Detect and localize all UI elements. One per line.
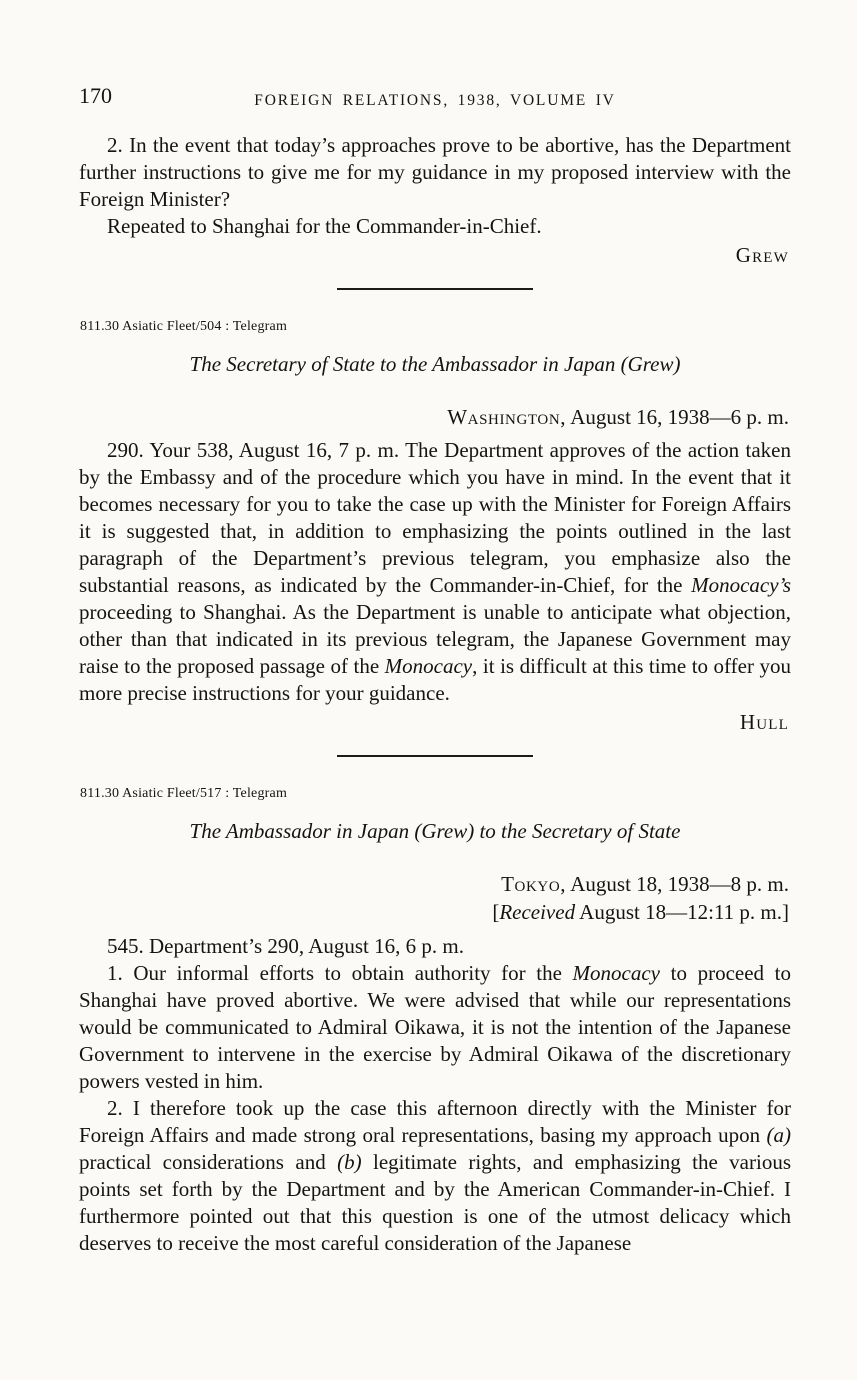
received-label: Received <box>499 900 576 924</box>
text-run: , it is difficult at this time to offer you more precise instructions for your guidance. <box>79 654 791 705</box>
running-title: FOREIGN RELATIONS, 1938, VOLUME IV <box>254 92 616 109</box>
body-paragraph <box>79 960 791 1095</box>
dateline <box>79 871 789 898</box>
received-line <box>79 899 789 926</box>
ship-name: Monocacy’s <box>691 573 791 597</box>
page-number: 170 <box>79 83 112 108</box>
signature-hull <box>79 709 789 736</box>
dateline-date: August 16, 1938—6 p. m. <box>566 405 789 429</box>
signature-text: Grew <box>735 243 789 267</box>
body-paragraph: 545. Department’s 290, August 16, 6 p. m. <box>107 934 464 958</box>
received-date: August 18—12:11 p. m.] <box>575 900 789 924</box>
list-marker: (a) <box>766 1123 791 1147</box>
telegram-heading: The Ambassador in Japan (Grew) to the Secretary of State <box>189 819 681 843</box>
body-paragraph: 2. In the event that today’s approaches prove to be abortive, has the Department further instructions to give me for my guidance in my proposed interview with the Foreign Minister? <box>79 133 791 211</box>
text-run: 2. I therefore took up the case this afternoon directly with the Minister for Foreign Affairs and made strong oral representations, basing my approach upon <box>79 1096 791 1147</box>
telegram-heading: The Secretary of State to the Ambassador in Japan (Grew) <box>189 352 681 376</box>
dateline-place: Tokyo, <box>501 872 567 896</box>
text-run: to proceed to Shanghai have proved abortive. We were advised that while our representations would be communicated to Admiral Oikawa, it is not the intention of the Japanese Government to intervene in the exercise by Admiral Oikawa of the discretionary powers vested in him. <box>79 961 792 1093</box>
dateline <box>79 404 789 431</box>
telegram-517-section <box>79 780 791 1257</box>
signature-grew <box>79 242 789 269</box>
body-paragraph: Repeated to Shanghai for the Commander-in-Chief. <box>107 214 542 238</box>
ship-name: Monocacy <box>384 654 473 678</box>
telegram-continuation-section <box>79 132 791 269</box>
section-divider <box>337 755 533 757</box>
bracket: [ <box>492 900 500 924</box>
telegram-504-section <box>79 313 791 736</box>
list-marker: (b) <box>337 1150 362 1174</box>
text-run: legitimate rights, and emphasizing the various points set forth by the Department and by the American Commander-in-Chief. I furthermore pointed out that this question is one of the utmost delicacy which deserves to receive the most careful consideration of the Japanese <box>79 1150 791 1255</box>
text-run: 1. Our informal efforts to obtain authority for the <box>107 961 573 985</box>
ship-name: Monocacy <box>572 961 661 985</box>
dateline-date: August 18, 1938—8 p. m. <box>566 872 789 896</box>
text-run: practical considerations and <box>79 1150 338 1174</box>
section-divider <box>337 288 533 290</box>
signature-text: Hull <box>739 710 789 734</box>
dateline-place: Washington, <box>447 405 567 429</box>
text-run: 290. Your 538, August 16, 7 p. m. The Department approves of the action taken by the Embassy and of the procedure which you have in mind. In the event that it becomes necessary for you to take the case up with the Minister for Foreign Affairs it is suggested that, in addition to emphasizing the points outlined in the last paragraph of the Department’s previous telegram, you emphasize also the substantial reasons, as indicated by the Commander-in-Chief, for the <box>79 438 791 597</box>
text-run: proceeding to Shanghai. As the Department is unable to anticipate what objection, other than that indicated in its previous telegram, the Japanese Government may raise to the proposed passage of the <box>79 600 791 678</box>
body-paragraph <box>79 1095 791 1257</box>
page-header <box>79 82 791 110</box>
file-citation: 811.30 Asiatic Fleet/517 : Telegram <box>80 786 288 801</box>
body-paragraph <box>79 437 791 707</box>
file-citation: 811.30 Asiatic Fleet/504 : Telegram <box>80 319 288 334</box>
